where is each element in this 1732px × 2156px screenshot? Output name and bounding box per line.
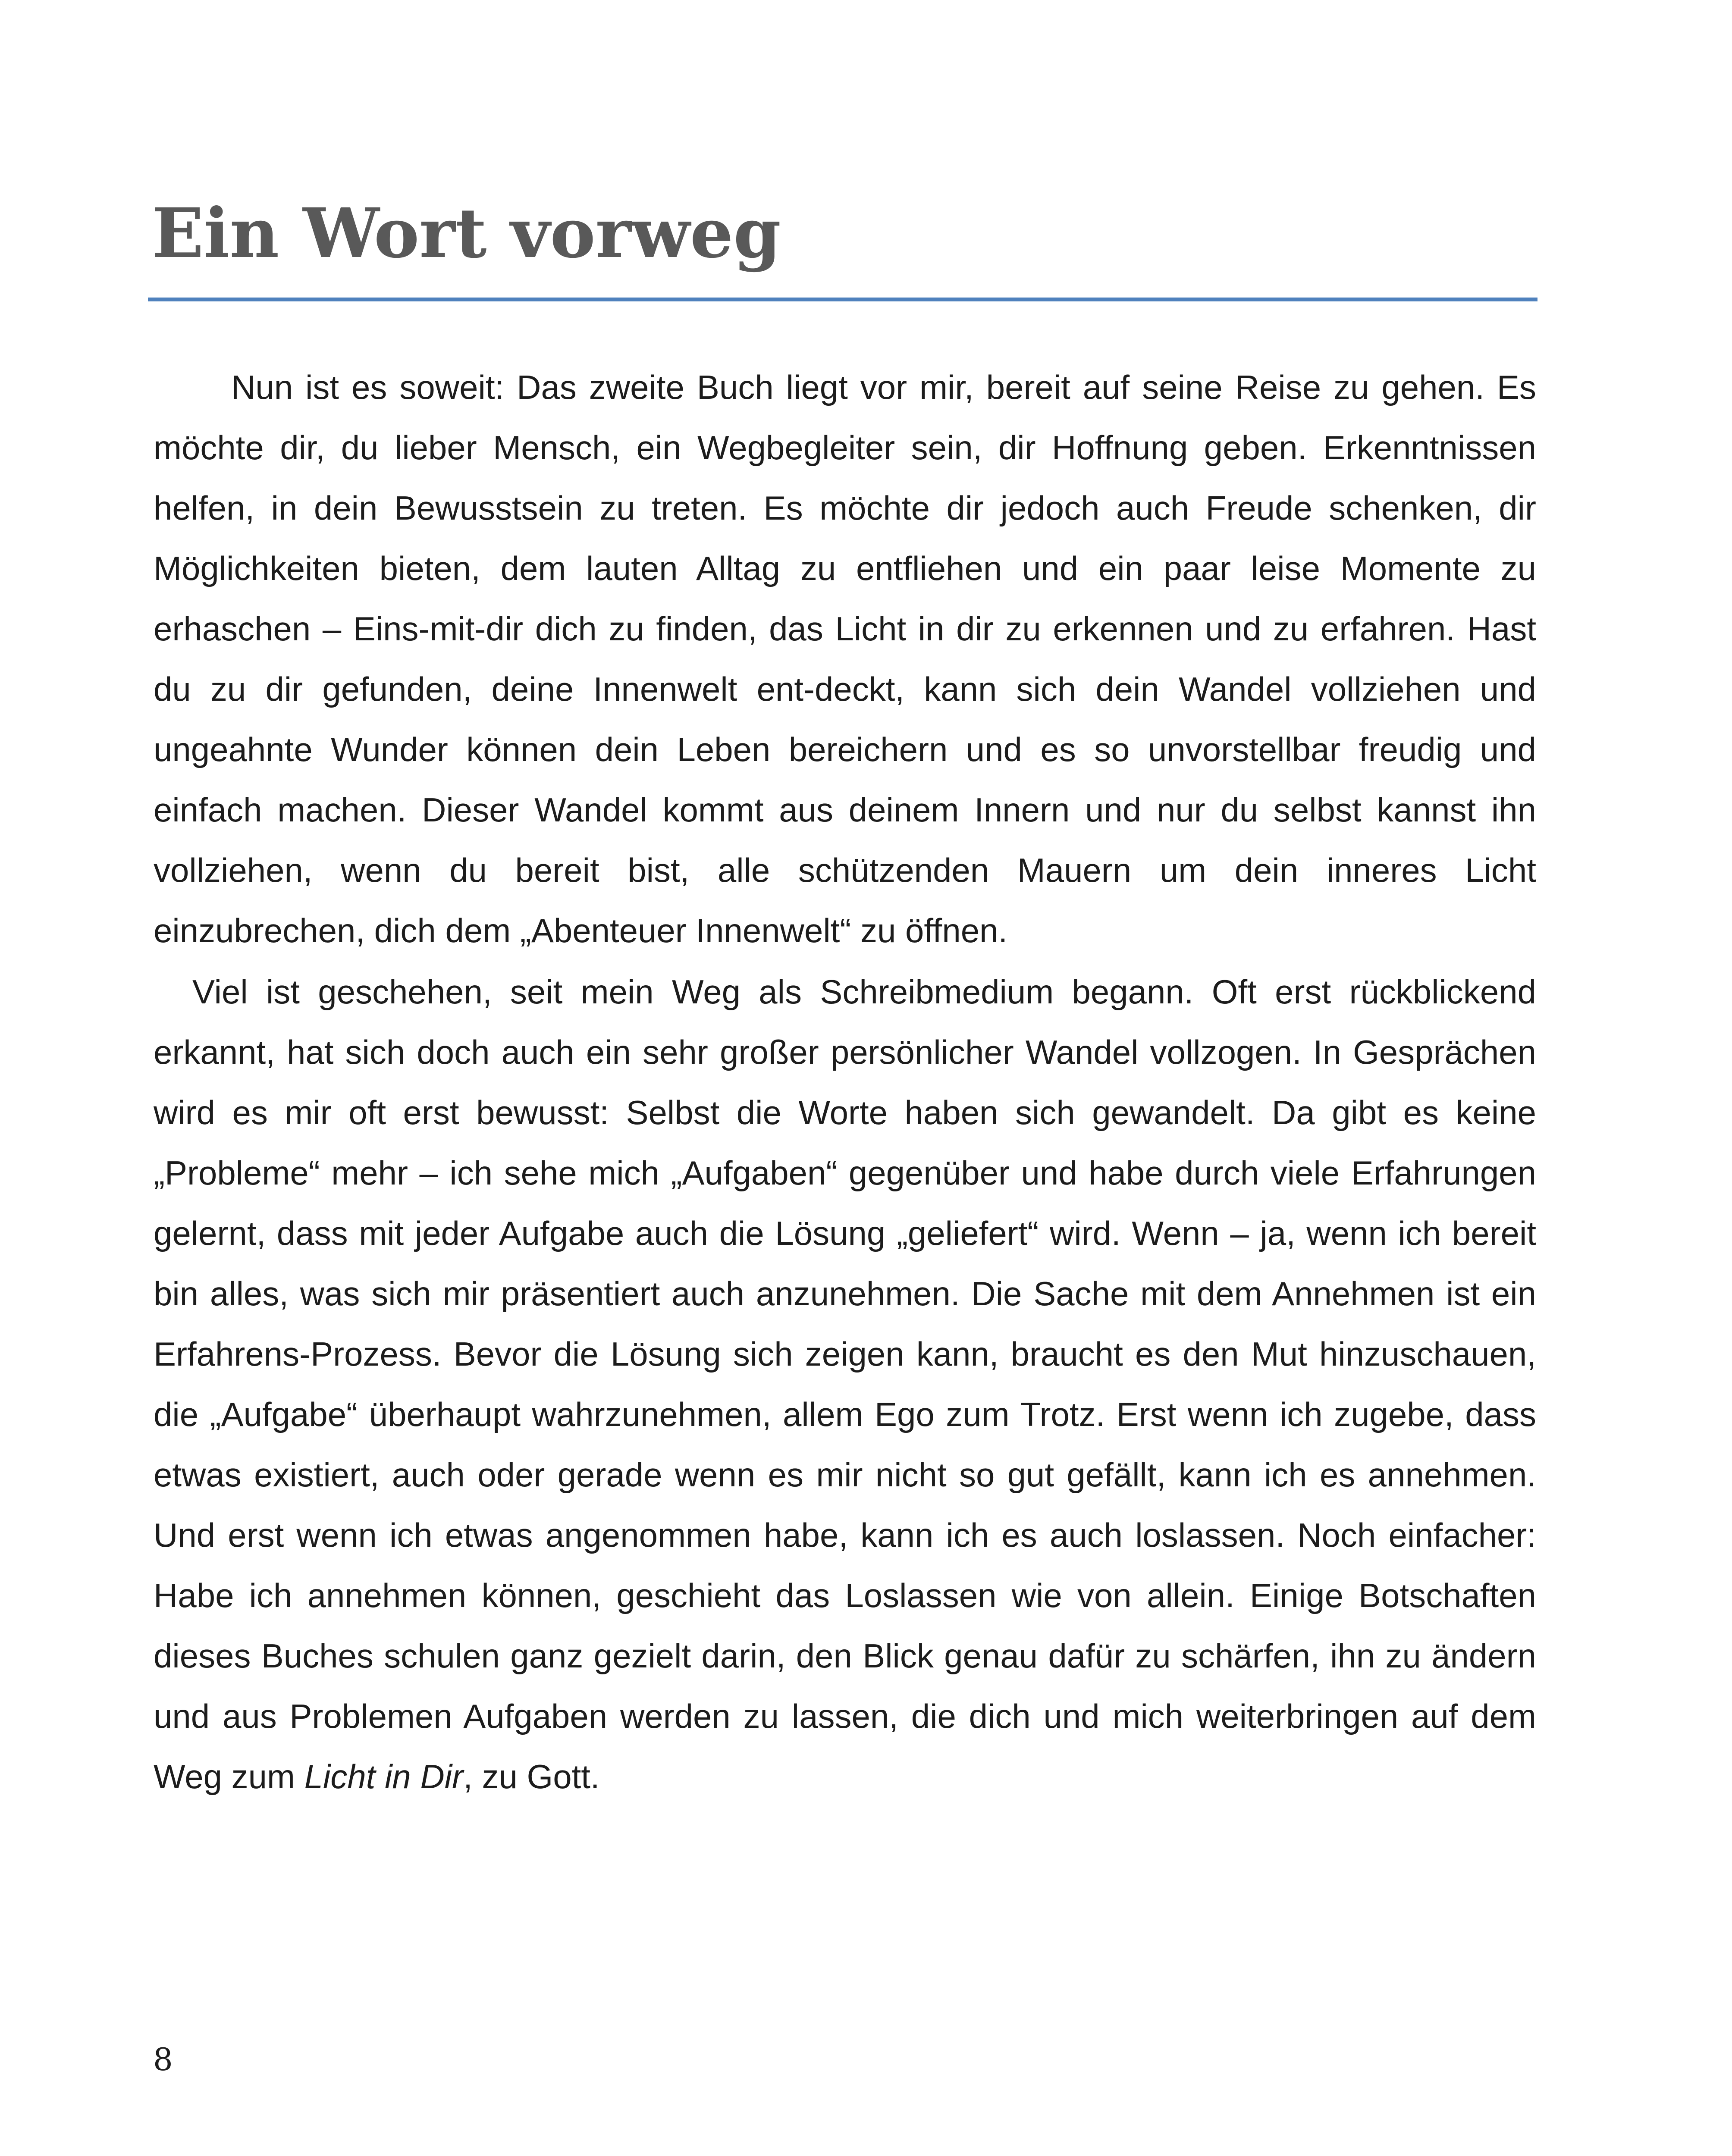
paragraph-2	[154, 962, 1536, 1807]
emphasis-licht-in-dir: Licht in Dir	[304, 1758, 464, 1796]
paragraph-2-text: Viel ist geschehen, seit mein Weg als Schreibmedium begann. Oft erst rückblickend erkannt, hat sich doch auch ein sehr großer persönlicher Wandel vollzogen. In Gesprächen wird es mir oft erst bewusst: Selbst die Worte haben sich gewandelt. Da gibt es keine „Probleme“ mehr – ich sehe mich „Aufgaben“ gegenüber und habe durch viele Erfahrungen gelernt, dass mit jeder Aufgabe auch die Lösung „geliefert“ wird. Wenn – ja, wenn ich bereit bin alles, was sich mir präsentiert auch anzunehmen. Die Sache mit dem Annehmen ist ein Erfahrens-Prozess. Bevor die Lösung sich zeigen kann, braucht es den Mut hinzuschauen, die „Aufgabe“ überhaupt wahrzunehmen, allem Ego zum Trotz. Erst wenn ich zugebe, dass etwas existiert, auch oder gerade wenn es mir nicht so gut gefällt, kann ich es annehmen. Und erst wenn ich etwas angenommen habe, kann ich es auch loslassen. Noch einfacher: Habe ich annehmen können, geschieht das Loslassen wie von allein. Einige Botschaften dieses Buches schulen ganz gezielt darin, den Blick genau dafür zu schärfen, ihn zu ändern und aus Problemen Aufgaben werden zu lassen, die dich und mich weiterbringen auf dem Weg zum	[154, 973, 1536, 1796]
chapter-title: Ein Wort vorweg	[152, 194, 781, 273]
chapter-body	[154, 357, 1536, 1807]
paragraph-1: Nun ist es soweit: Das zweite Buch liegt vor mir, bereit auf seine Reise zu gehen. Es möchte dir, du lieber Mensch, ein Wegbegleiter sein, dir Hoffnung geben. Erkenntnissen helfen, in dein Bewusstsein zu treten. Es möchte dir jedoch auch Freude schenken, dir Möglichkeiten bieten, dem lauten Alltag zu entfliehen und ein paar leise Momente zu erhaschen – Eins-mit-dir dich zu finden, das Licht in dir zu erkennen und zu erfahren. Hast du zu dir gefunden, deine Innenwelt ent-deckt, kann sich dein Wandel vollziehen und ungeahnte Wunder können dein Leben bereichern und es so unvorstellbar freudig und einfach machen. Dieser Wandel kommt aus deinem Innern und nur du selbst kannst ihn vollziehen, wenn du bereit bist, alle schützenden Mauern um dein inneres Licht einzubrechen, dich dem „Abenteuer Innenwelt“ zu öffnen.	[154, 368, 1536, 950]
paragraph-2-ending: , zu Gott.	[463, 1758, 600, 1796]
page-number: 8	[153, 2041, 173, 2078]
title-underline	[148, 298, 1537, 301]
